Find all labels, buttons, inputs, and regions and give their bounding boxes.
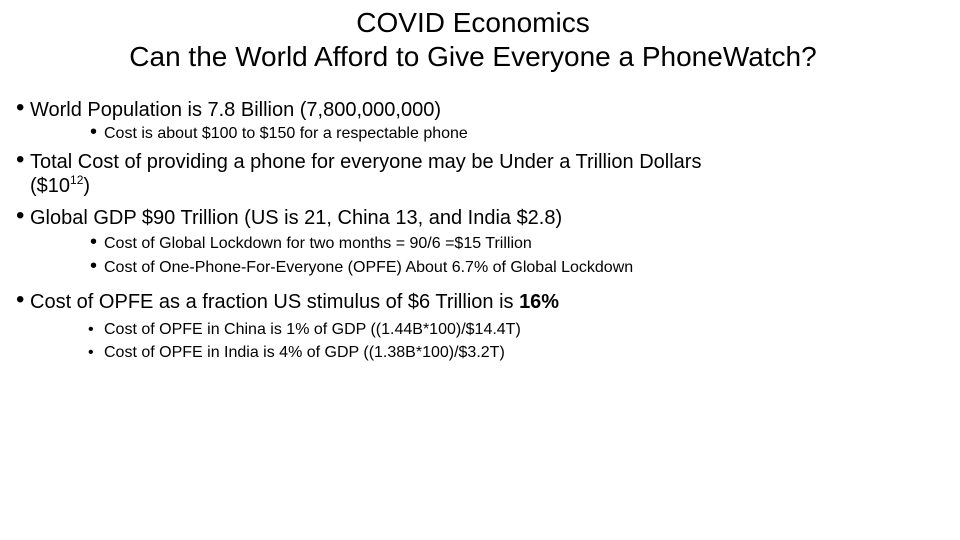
bullet-text: Cost of Global Lockdown for two months = 90/6 =$15 Trillion: [104, 235, 532, 252]
bullet-icon: •: [88, 321, 94, 338]
bullet-world-population: [16, 94, 936, 122]
bullet-text: Global GDP $90 Trillion (US is 21, China 13, and India $2.8): [30, 207, 563, 229]
bullet-icon: •: [16, 202, 25, 229]
subbullet-india: [16, 343, 936, 363]
title-line-1: COVID Economics: [356, 7, 590, 38]
bullet-text: Cost is about $100 to $150 for a respectable phone: [104, 125, 468, 142]
bullet-total-cost: [16, 146, 936, 198]
bullet-icon: •: [90, 231, 98, 253]
stimulus-value: 16%: [519, 291, 560, 313]
bullet-list: [16, 90, 936, 363]
total-cost-prefix: ($10: [30, 175, 71, 197]
title-line-2: Can the World Afford to Give Everyone a PhoneWatch?: [129, 41, 817, 72]
total-cost-exponent: 12: [70, 173, 84, 187]
bullet-text: Cost of OPFE in China is 1% of GDP ((1.44B*100)/$14.4T): [104, 321, 521, 338]
bullet-text: Cost of One-Phone-For-Everyone (OPFE) About 6.7% of Global Lockdown: [104, 259, 634, 276]
bullet-text-line-1: Total Cost of providing a phone for everyone may be Under a Trillion Dollars: [30, 151, 702, 173]
bullet-icon: •: [16, 146, 25, 173]
bullet-icon: •: [90, 121, 98, 143]
bullet-icon: •: [16, 286, 25, 313]
subbullet-phone-cost: [16, 121, 936, 144]
bullet-global-gdp: [16, 202, 936, 230]
bullet-text: Cost of OPFE as a fraction US stimulus of $6 Trillion is: [30, 291, 520, 313]
subbullet-opfe-cost: [16, 255, 936, 278]
bullet-text: Cost of OPFE in India is 4% of GDP ((1.38B*100)/$3.2T): [104, 344, 505, 361]
bullet-icon: •: [16, 94, 25, 121]
slide-title: [0, 6, 946, 74]
subbullet-china: [16, 320, 936, 340]
bullet-text: World Population is 7.8 Billion (7,800,000,000): [30, 99, 441, 121]
bullet-text-line-2: [30, 174, 936, 198]
subbullet-lockdown-cost: [16, 231, 936, 254]
bullet-icon: •: [90, 255, 98, 277]
bullet-us-stimulus: [16, 286, 936, 314]
bullet-icon: •: [88, 344, 94, 361]
total-cost-suffix: ): [83, 175, 91, 197]
